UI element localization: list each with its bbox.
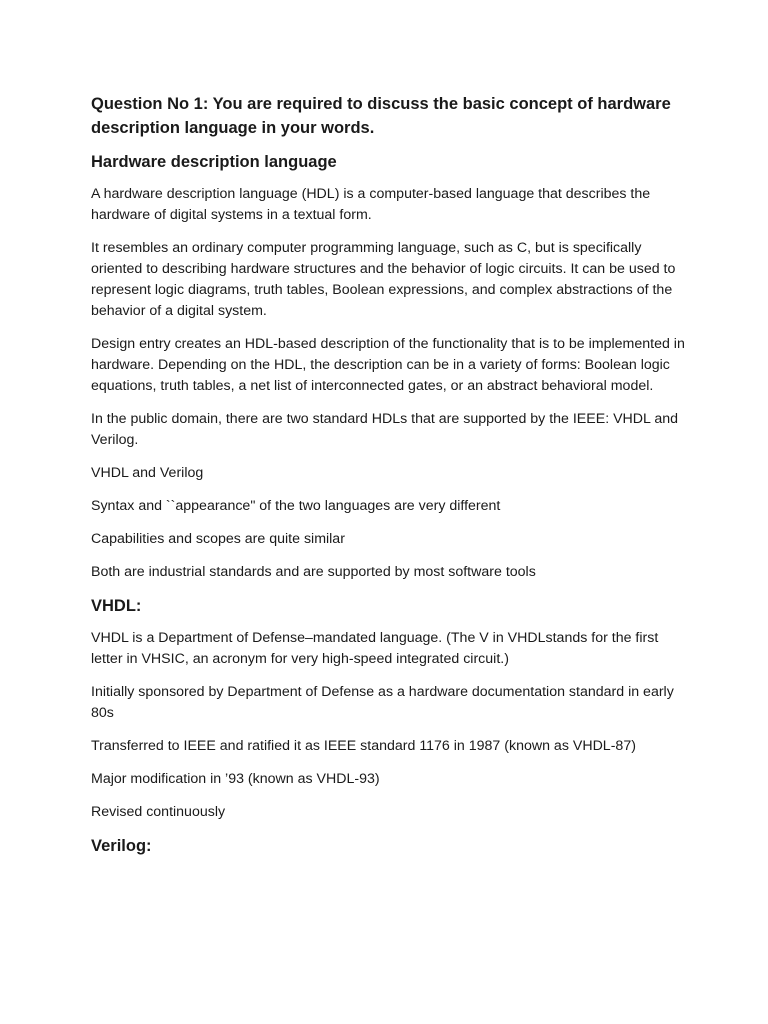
paragraph: VHDL is a Department of Defense–mandated language. (The V in VHDLstands for the first letter in VHSIC, an acronym for very high-speed integrated circuit.) xyxy=(91,630,659,667)
paragraph: Major modification in ’93 (known as VHDL-93) xyxy=(91,771,380,787)
paragraph: VHDL and Verilog xyxy=(91,465,204,481)
paragraph: Revised continuously xyxy=(91,804,226,820)
section-heading-verilog: Verilog: xyxy=(91,837,152,855)
paragraph: It resembles an ordinary computer programming language, such as C, but is specifically oriented to describing hardware structures and the behavior of logic circuits. It can be used to represent logic diagrams, truth tables, Boolean expressions, and complex abstractions of the behavior of a digital system. xyxy=(91,240,676,319)
paragraph: Transferred to IEEE and ratified it as IEEE standard 1176 in 1987 (known as VHDL-87) xyxy=(91,738,636,754)
section-heading-vhdl: VHDL: xyxy=(91,597,142,615)
paragraph: Initially sponsored by Department of Defense as a hardware documentation standard in early 80s xyxy=(91,684,674,721)
paragraph: In the public domain, there are two standard HDLs that are supported by the IEEE: VHDL and Verilog. xyxy=(91,411,679,448)
question-heading: Question No 1: You are required to discuss the basic concept of hardware description language in your words. xyxy=(91,95,671,137)
paragraph: Capabilities and scopes are quite similar xyxy=(91,531,345,547)
paragraph: Both are industrial standards and are supported by most software tools xyxy=(91,564,536,580)
paragraph: A hardware description language (HDL) is a computer-based language that describes the hardware of digital systems in a textual form. xyxy=(91,186,651,223)
paragraph: Syntax and ``appearance" of the two languages are very different xyxy=(91,498,501,514)
section-heading-hdl: Hardware description language xyxy=(91,153,337,171)
document-page xyxy=(91,92,691,868)
paragraph: Design entry creates an HDL-based description of the functionality that is to be implemented in hardware. Depending on the HDL, the description can be in a variety of forms: Boolean logic equations, truth tables, a net list of interconnected gates, or an abstract behavioral model. xyxy=(91,336,685,394)
